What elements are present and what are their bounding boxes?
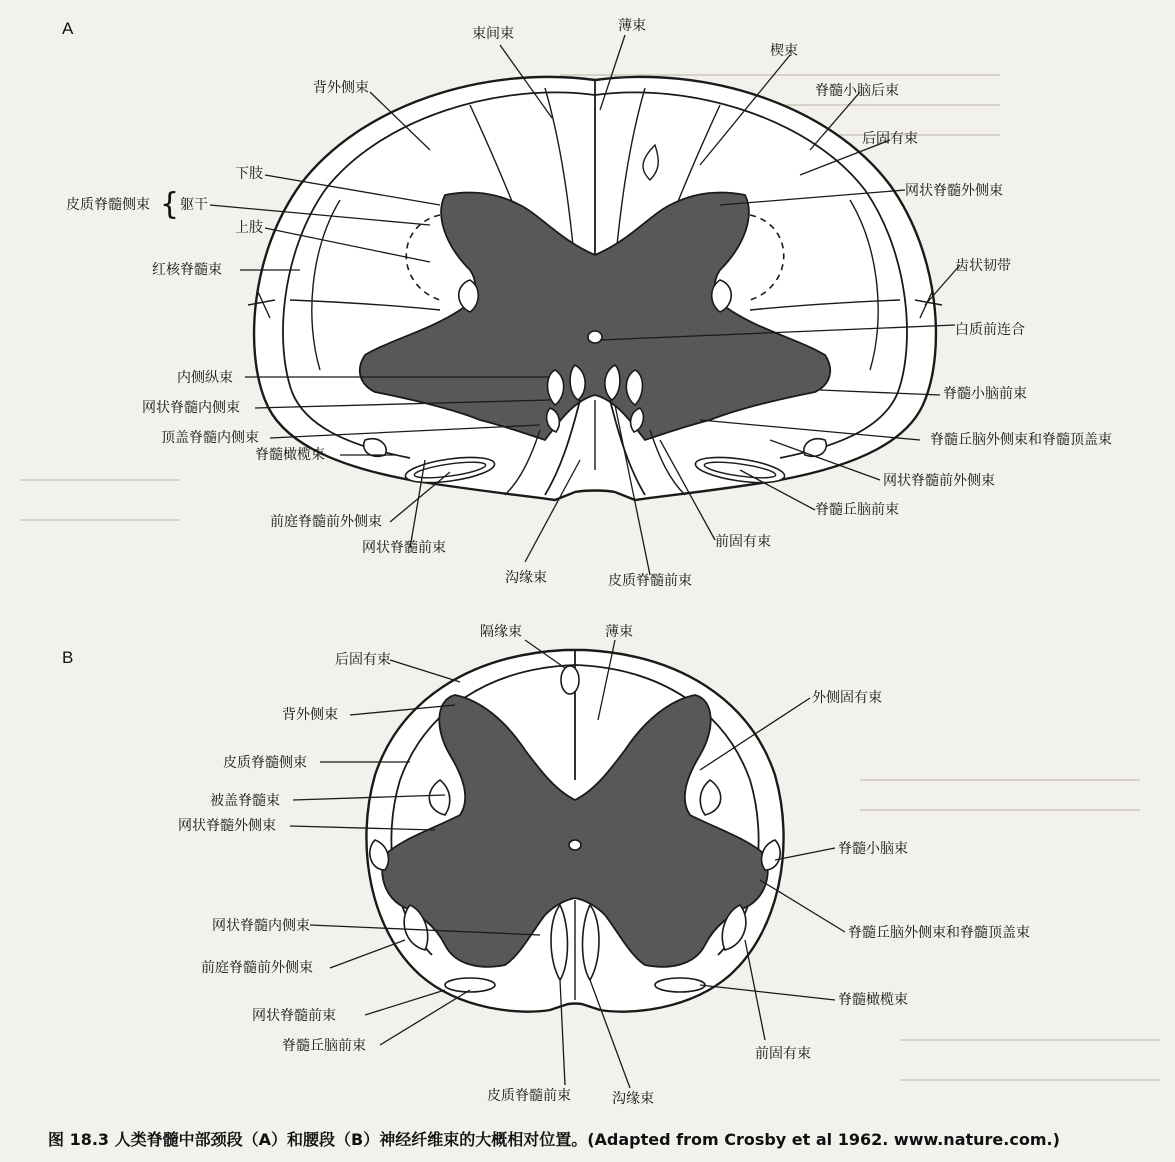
label-a-pi-zhi-ji-sui-qian-shu: 皮质脊髓前束 (608, 573, 692, 589)
label-b-pi-zhi-ji-sui-ce-shu: 皮质脊髓侧束 (223, 755, 307, 771)
label-a-hou-gu-you-shu: 后固有束 (862, 131, 918, 147)
panel-a-cervical-section (62, 17, 1112, 589)
label-a-ji-sui-qiu-nao-qian-shu: 脊髓丘脑前束 (815, 502, 899, 518)
label-a-brace: { (160, 187, 180, 222)
panel-b-central-canal (569, 840, 581, 850)
panel-a-central-canal (588, 331, 602, 343)
label-a-wang-zhuang-ji-sui-wai-ce-shu: 网状脊髓外侧束 (905, 183, 1003, 199)
label-a-ji-sui-gan-lan-shu: 脊髓橄榄束 (255, 447, 325, 463)
label-a-nei-ce-zong-shu: 内侧纵束 (177, 370, 233, 386)
label-a-bei-wai-ce-shu: 背外侧束 (313, 80, 369, 96)
label-b-bao-shu: 薄束 (605, 624, 633, 640)
label-a-shang-zhi: 上肢 (235, 220, 263, 236)
label-a-chi-zhuang-ren-dai: 齿状韧带 (955, 258, 1011, 274)
label-b-gou-yuan-shu: 沟缘束 (612, 1091, 654, 1107)
label-b-wang-zhuang-ji-sui-nei-ce-shu: 网状脊髓内侧束 (212, 918, 310, 934)
label-a-bai-zhi-qian-lian-he: 白质前连合 (955, 322, 1025, 338)
label-b-hou-gu-you-shu: 后固有束 (335, 652, 391, 668)
label-a-ji-sui-xiao-nao-hou-shu: 脊髓小脑后束 (815, 83, 899, 99)
label-a-bao-shu: 薄束 (618, 18, 646, 34)
label-a-hong-he-ji-sui-shu: 红核脊髓束 (152, 262, 222, 278)
label-b-qian-gu-you-shu: 前固有束 (755, 1046, 811, 1062)
panel-b-septomarginal-oval (561, 666, 579, 694)
label-b-ji-sui-xiao-nao-shu: 脊髓小脑束 (838, 841, 908, 857)
label-a-gou-yuan-shu: 沟缘束 (505, 570, 547, 586)
panel-b-lumbar-section (62, 623, 1030, 1107)
label-b-bei-wai-ce-shu: 背外侧束 (282, 707, 338, 723)
label-a-ji-sui-xiao-nao-qian-shu: 脊髓小脑前束 (943, 386, 1027, 402)
label-b-qian-ting-ji-sui-qian-wai-ce-shu: 前庭脊髓前外侧束 (201, 960, 313, 976)
label-b-wang-zhuang-ji-sui-wai-ce-shu: 网状脊髓外侧束 (178, 818, 276, 834)
label-b-ge-yuan-shu: 隔缘束 (480, 624, 522, 640)
label-a-xie-shu: 楔束 (770, 43, 798, 59)
figure-caption: 图 18.3 人类脊髓中部颈段（A）和腰段（B）神经纤维束的大概相对位置。(Adapted from Crosby et al 1962. www.nature.com.) (48, 1130, 1060, 1149)
label-a-ding-gai-ji-sui-nei-ce-shu: 顶盖脊髓内侧束 (161, 430, 259, 446)
panel-b-letter: B (62, 648, 74, 667)
label-a-ji-sui-qiu-nao-wai-ce-shu: 脊髓丘脑外侧束和脊髓顶盖束 (930, 432, 1112, 448)
label-b-ji-sui-qiu-nao-wai-ce-shu: 脊髓丘脑外侧束和脊髓顶盖束 (848, 925, 1030, 941)
panel-a-letter: A (62, 19, 74, 38)
label-a-pi-zhi-ji-sui-ce-shu: 皮质脊髓侧束 (66, 197, 150, 213)
label-a-xia-zhi: 下肢 (235, 166, 263, 182)
label-b-pi-zhi-ji-sui-qian-shu: 皮质脊髓前束 (487, 1088, 571, 1104)
label-a-qian-gu-you-shu: 前固有束 (715, 534, 771, 550)
label-a-wang-zhuang-ji-sui-qian-wai-ce-shu: 网状脊髓前外侧束 (883, 473, 995, 489)
label-b-ji-sui-gan-lan-shu: 脊髓橄榄束 (838, 992, 908, 1008)
label-b-wang-zhuang-ji-sui-qian-shu: 网状脊髓前束 (252, 1008, 336, 1024)
label-b-wai-ce-gu-you-shu: 外侧固有束 (812, 690, 882, 706)
label-a-qu-gan: 躯干 (180, 197, 208, 213)
label-a-qian-ting-ji-sui-qian-wai-ce-shu: 前庭脊髓前外侧束 (270, 514, 382, 530)
label-a-wang-zhuang-ji-sui-nei-ce-shu: 网状脊髓内侧束 (142, 400, 240, 416)
label-b-bei-gai-ji-sui-shu: 被盖脊髓束 (210, 793, 280, 809)
label-a-wang-zhuang-ji-sui-qian-shu: 网状脊髓前束 (362, 540, 446, 556)
label-a-shu-jian-shu: 束间束 (472, 26, 514, 42)
label-b-ji-sui-qiu-nao-qian-shu: 脊髓丘脑前束 (282, 1038, 366, 1054)
